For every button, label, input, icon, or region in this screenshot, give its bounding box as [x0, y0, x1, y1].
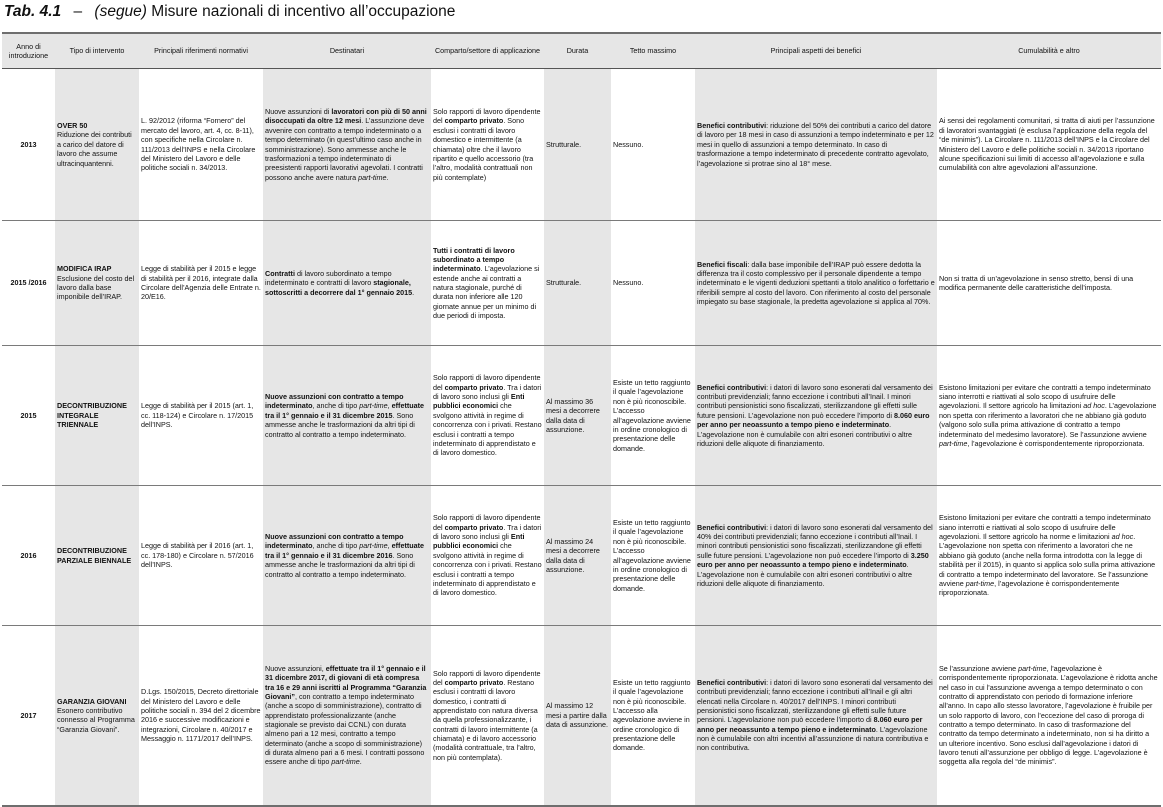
cell-comparto: Solo rapporti di lavoro dipendente del comparto privato. Sono esclusi i contratti di lavoro domestico e intermittente (a chiamata) oltre che il lavoro ripartito e quello accessorio (tra l’altro, modalità contrattuali non più contemplate)	[431, 69, 544, 221]
cell-tetto: Nessuno.	[611, 221, 695, 346]
cell-tetto: Esiste un tetto raggiunto il quale l’agevolazione non è più riconoscibile. L’accesso all’agevolazione avviene in ordine cronologico di presentazione delle domande.	[611, 486, 695, 626]
cell-cumulabilita: Non si tratta di un’agevolazione in senso stretto, bensì di una modifica permanente delle caratteristiche dell’imposta.	[937, 221, 1161, 346]
cell-durata: Al massimo 36 mesi a decorrere dalla data di assunzione.	[544, 346, 611, 486]
header-destinatari: Destinatari	[263, 33, 431, 69]
cell-cumulabilita: Esistono limitazioni per evitare che contratti a tempo indeterminato siano interrotti e riattivati al solo scopo di usufruire delle agevolazioni. Il settore agricolo ha limitazioni ad hoc. L’agevolazione non spetta con riferimento a lavoratori che ne abbiano già goduto (valgono solo sulla prima attivazione di contratto a tempo indeterminato del medesimo lavoratore). Se l’assunzione avviene part-time, l’agevolazione è corrispondentemente riproporzionata.	[937, 346, 1161, 486]
cell-year: 2016	[2, 486, 55, 626]
cell-tipo-title: GARANZIA GIOVANI	[57, 696, 127, 706]
header-comparto: Comparto/settore di applicazione	[431, 33, 544, 69]
cell-durata: Strutturale.	[544, 69, 611, 221]
cell-tipo	[55, 69, 139, 221]
cell-tipo-title: MODIFICA IRAP	[57, 264, 112, 274]
cell-tetto: Nessuno.	[611, 69, 695, 221]
table-row	[2, 69, 1161, 221]
cell-tipo-desc: Riduzione dei contributi a carico del datore di lavoro che assume ultracinquantenni.	[57, 130, 132, 168]
table-number: Tab. 4.1	[4, 3, 62, 20]
cell-benefici: Benefici contributivi: i datori di lavoro sono esonerati dal versamento dei contributi previdenziali; fanno eccezione i contributi all’Inail. I minori contributi pensionistici sono fiscalizzati, sterilizzandone gli effetti sulle future pensioni. L’agevolazione non può eccedere l’importo di 8.060 euro per anno per neoassunto a tempo pieno e indeterminato. L’agevolazione non è cumulabile con altri esoneri contributivi o altre riduzioni delle aliquote di finanziamento.	[695, 346, 937, 486]
title-text: Misure nazionali di incentivo all’occupazione	[151, 3, 456, 20]
cell-cumulabilita: Esistono limitazioni per evitare che contratti a tempo indeterminato siano interrotti e riattivati al solo scopo di usufruire delle agevolazioni. Il settore agricolo ha norme e limitazioni ad hoc. L’agevolazione non spetta con riferimento a lavoratori che ne abbiano già goduto (anche nella forma introdotta con la legge di stabilità per il 2015), in quanto si applica solo sulla prima attivazione di contratto a tempo indeterminato del lavoratore. Se l’assunzione avviene part-time, l’agevolazione è corrispondentemente riproporzionata.	[937, 486, 1161, 626]
cell-tipo	[55, 221, 139, 346]
table-row	[2, 626, 1161, 806]
cell-cumulabilita: Ai sensi dei regolamenti comunitari, si tratta di aiuti per l’assunzione di lavoratori svantaggiati (è esclusa l’applicazione della regola del “de minimis”). La Circolare n. 111/2013 dell’INPS e la Circolare del Ministero del Lavoro e delle politiche sociali n. 34/2013 riportano alcune specificazioni sui limiti di accesso all’agevolazione e sulla cumulabilità con altre agevolazioni all’assunzione.	[937, 69, 1161, 221]
cell-riferimenti: Legge di stabilità per il 2015 (art. 1, cc. 118-124) e Circolare n. 17/2015 dell’INPS.	[139, 346, 263, 486]
table-row	[2, 221, 1161, 346]
header-benefici: Principali aspetti dei benefici	[695, 33, 937, 69]
cell-tipo	[55, 486, 139, 626]
cell-tipo-desc: Esonero contributivo connesso al Programma “Garanzia Giovani”.	[57, 705, 135, 734]
cell-benefici: Benefici contributivi: riduzione del 50% dei contributi a carico del datore di lavoro per 18 mesi in caso di assunzioni a tempo indeterminato e per 12 mesi in quello di assunzioni a tempo determinato. In caso di trasformazione a tempo indeterminato di precedente contratto agevolato, l’agevolazione si protrae sino al 18° mese.	[695, 69, 937, 221]
cell-tipo-desc: Esclusione del costo del lavoro dalla base imponibile dell’IRAP.	[57, 273, 135, 302]
cell-tetto: Esiste un tetto raggiunto il quale l’agevolazione non è più riconoscibile. L’accesso all’agevolazione avviene in ordine cronologico di presentazione delle domande.	[611, 346, 695, 486]
cell-comparto: Solo rapporti di lavoro dipendente del comparto privato. Tra i datori di lavoro sono inclusi gli Enti pubblici economici che svolgono attività in regime di concorrenza con i privati. Restano esclusi i contratti a tempo indeterminato di apprendistato e di lavoro domestico.	[431, 486, 544, 626]
incentive-table	[2, 32, 1161, 807]
header-riferimenti: Principali riferimenti normativi	[139, 33, 263, 69]
cell-riferimenti: L. 92/2012 (riforma “Fornero” del mercato del lavoro, art. 4, cc. 8-11), con specifiche nella Circolare n. 111/2013 dell’INPS e nella Circolare del Ministero del Lavoro e delle politiche sociali n. 34/2013.	[139, 69, 263, 221]
cell-cumulabilita: Se l’assunzione avviene part-time, l’agevolazione è corrispondentemente riproporzionata. L’agevolazione è ridotta anche nel caso in cui l’assunzione avvenga a tempo determinato o con contratto di apprendistato con periodo di formazione inferiore all’anno. In capo allo stesso lavoratore, l’agevolazione è fruibile per un solo rapporto di lavoro, con l’eccezione del caso di proroga di contratto a tempo determinato. In caso di trasformazione del contratto da tempo determinato a indeterminato, non si ha diritto a un ulteriore incentivo. Sono esclusi dall’agevolazione i datori di lavoro tenuti all’assunzione per obbligo di legge. L’agevolazione è soggetta alla regola del “de minimis”.	[937, 626, 1161, 806]
cell-benefici: Benefici contributivi: i datori di lavoro sono esonerati dal versamento dei contributi previdenziali; fanno eccezione i contributi all’Inail e gli altri elencati nella Circolare n. 40/2017 dell’INPS. I minori contributi pensionistici sono fiscalizzati, sterilizzandone gli effetti sulle future pensioni. L’agevolazione non può eccedere l’importo di 8.060 euro per anno per neoassunto a tempo pieno e indeterminato. L’agevolazione non è cumulabile con altri incentivi all’assunzione di natura contributiva e non contributiva.	[695, 626, 937, 806]
table-title	[0, 0, 1163, 32]
table-row	[2, 346, 1161, 486]
header-cumulabilita: Cumulabilità e altro	[937, 33, 1161, 69]
cell-benefici: Benefici fiscali: dalla base imponibile dell’IRAP può essere dedotta la differenza tra il costo complessivo per il personale dipendente a tempo indeterminato e le vigenti deduzioni spettanti a titolo analitico o forfettario e riferibili sempre al costo del lavoro. Con riferimento al costo del personale impiegato su base stagionale, la predetta agevolazione si applica al 70%.	[695, 221, 937, 346]
title-dash: –	[73, 3, 83, 20]
title-continuation: (segue)	[94, 3, 147, 20]
cell-tipo	[55, 626, 139, 806]
header-durata: Durata	[544, 33, 611, 69]
cell-year: 2017	[2, 626, 55, 806]
cell-destinatari: Nuove assunzioni con contratto a tempo indeterminato, anche di tipo part-time, effettuate tra il 1° gennaio e il 31 dicembre 2015. Sono ammesse anche le trasformazioni da altri tipi di contratto al contratto a tempo indeterminato.	[263, 346, 431, 486]
cell-year: 2015 /2016	[2, 221, 55, 346]
cell-tipo	[55, 346, 139, 486]
cell-comparto: Tutti i contratti di lavoro subordinato a tempo indeterminato. L’agevolazione si estende anche ai contratti a natura stagionale, purché di durata non inferiore alle 120 giornate annue per un minimo di due periodi di imposta.	[431, 221, 544, 346]
header-anno: Anno di introduzione	[2, 33, 55, 69]
cell-tetto: Esiste un tetto raggiunto il quale l’agevolazione non è più riconoscibile. L’accesso alla agevolazione avviene in ordine cronologico di presentazione delle domande.	[611, 626, 695, 806]
cell-comparto: Solo rapporti di lavoro dipendente del comparto privato. Restano esclusi i contratti di lavoro domestico, i contratti di apprendistato con natura diversa da quella professionalizzante, i contratti di lavoro intermittente (a chiamata) e di lavoro accessorio (modalità contrattuale, tra l’altro, non più contemplata).	[431, 626, 544, 806]
cell-destinatari: Nuove assunzioni, effettuate tra il 1° gennaio e il 31 dicembre 2017, di giovani di età compresa tra 16 e 29 anni iscritti al Programma “Garanzia Giovani”, con contratto a tempo indeterminato (anche a scopo di somministrazione), contratto di apprendistato professionalizzante (anche stagionale se previsto dai CCNL) con durata almeno pari a 12 mesi, contratto a tempo determinato (anche a scopo di somministrazione) di durata almeno pari a 6 mesi. I contratti possono essere anche di tipo part-time.	[263, 626, 431, 806]
cell-destinatari: Contratti di lavoro subordinato a tempo indeterminato e contratti di lavoro stagionale, sottoscritti a decorrere dal 1° gennaio 2015.	[263, 221, 431, 346]
cell-riferimenti: D.Lgs. 150/2015, Decreto direttoriale del Ministero del Lavoro e delle politiche sociali n. 394 del 2 dicembre 2016 e successive modificazioni e integrazioni, Circolare n. 40/2017 e Messaggio n. 1171/2017 dell’INPS.	[139, 626, 263, 806]
cell-tipo-title: DECONTRIBUZIONE INTEGRALE TRIENNALE	[57, 401, 127, 430]
cell-riferimenti: Legge di stabilità per il 2015 e legge di stabilità per il 2016, integrate dalla Circolare dell’Agenzia delle Entrate n. 20/E16.	[139, 221, 263, 346]
cell-durata: Al massimo 24 mesi a decorrere dalla data di assunzione.	[544, 486, 611, 626]
cell-benefici: Benefici contributivi: i datori di lavoro sono esonerati dal versamento del 40% dei contributi previdenziali; fanno eccezione i contributi all’Inail. I minori contributi pensionistici sono fiscalizzati, sterilizzandone gli effetti sulle future pensioni. L’agevolazione non può eccedere l’importo di 3.250 euro per anno per neoassunto a tempo pieno e indeterminato. L’agevolazione non è cumulabile con altri esoneri contributivi o altre riduzioni delle aliquote di finanziamento.	[695, 486, 937, 626]
cell-tipo-title: DECONTRIBUZIONE PARZIALE BIENNALE	[57, 546, 132, 565]
cell-year: 2013	[2, 69, 55, 221]
cell-destinatari: Nuove assunzioni di lavoratori con più di 50 anni disoccupati da oltre 12 mesi. L’assunzione deve avvenire con contratto a tempo indeterminato o a tempo determinato (in quest’ultimo caso anche in somministrazione). Sono ammesse anche le trasformazioni a tempo indeterminato di preesistenti rapporti lavorativi agevolati. I contratti possono anche avere natura part-time.	[263, 69, 431, 221]
table-row	[2, 486, 1161, 626]
header-row	[2, 33, 1161, 69]
cell-riferimenti: Legge di stabilità per il 2016 (art. 1, cc. 178-180) e Circolare n. 57/2016 dell’INPS.	[139, 486, 263, 626]
header-tipo: Tipo di intervento	[55, 33, 139, 69]
cell-year: 2015	[2, 346, 55, 486]
cell-destinatari: Nuove assunzioni con contratto a tempo indeterminato, anche di tipo part-time, effettuate tra il 1° gennaio e il 31 dicembre 2016. Sono ammesse anche le trasformazioni da altri tipi di contratto al contratto a tempo indeterminato.	[263, 486, 431, 626]
cell-durata: Al massimo 12 mesi a partire dalla data di assunzione.	[544, 626, 611, 806]
cell-comparto: Solo rapporti di lavoro dipendente del comparto privato. Tra i datori di lavoro sono inclusi gli Enti pubblici economici che svolgono attività in regime di concorrenza con i privati. Restano esclusi i contratti a tempo indeterminato di apprendistato e di lavoro domestico.	[431, 346, 544, 486]
header-tetto: Tetto massimo	[611, 33, 695, 69]
cell-tipo-title: OVER 50	[57, 121, 88, 131]
cell-durata: Strutturale.	[544, 221, 611, 346]
